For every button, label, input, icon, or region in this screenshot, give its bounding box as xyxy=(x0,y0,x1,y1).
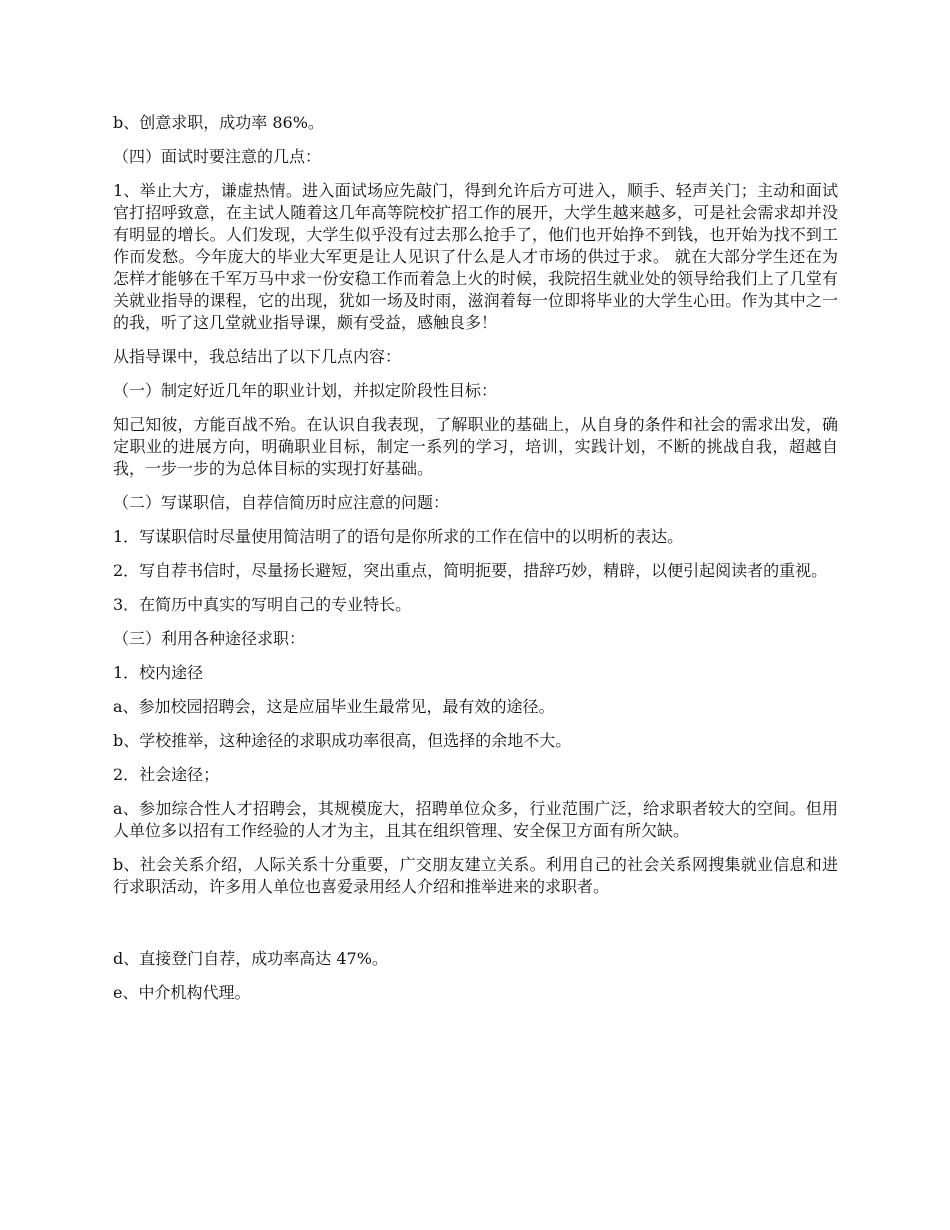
list-item: a、参加综合性人才招聘会，其规模庞大，招聘单位众多，行业范围广泛，给求职者较大的空间。但用人单位多以招有工作经验的人才为主，且其在组织管理、安全保卫方面有所欠缺。 xyxy=(113,799,838,840)
paragraph: 从指导课中，我总结出了以下几点内容： xyxy=(113,347,402,366)
section-heading: （二）写谋职信，自荐信简历时应注意的问题： xyxy=(113,493,450,512)
list-item: 1．写谋职信时尽量使用简洁明了的语句是你所求的工作在信中的以明析的表达。 xyxy=(113,527,684,546)
section-heading: （四）面试时要注意的几点： xyxy=(113,147,322,166)
list-item: a、参加校园招聘会，这是应届毕业生最常见，最有效的途径。 xyxy=(113,697,555,716)
document-body xyxy=(113,112,838,1016)
list-item: e、中介机构代理。 xyxy=(113,983,251,1002)
list-item: d、直接登门自荐，成功率高达 47%。 xyxy=(113,949,388,968)
list-item: 1．校内途径 xyxy=(113,663,204,682)
list-item: 3．在简历中真实的写明自己的专业特长。 xyxy=(113,595,412,614)
list-item: b、学校推举，这种途径的求职成功率很高，但选择的余地不大。 xyxy=(113,731,572,750)
list-item: 2．写自荐书信时，尽量扬长避短，突出重点，简明扼要，措辞巧妙，精辟，以便引起阅读者的重视。 xyxy=(113,561,828,580)
paragraph: b、创意求职，成功率 86%。 xyxy=(113,113,324,132)
paragraph: 1、举止大方，谦虚热情。进入面试场应先敲门，得到允许后方可进入，顺手、轻声关门；主动和面试官打招呼致意，在主试人随着这几年高等院校扩招工作的展开，大学生越来越多，可是社会需求却并没有明显的增长。人们发现，大学生似乎没有过去那么抢手了，他们也开始挣不到钱，也开始为找不到工作而发愁。今年庞大的毕业大军更是让人见识了什么是人才市场的供过于求。 就在大部分学生还在为怎样才能够在千军万马中求一份安稳工作而着急上火的时候，我院招生就业处的领导给我们上了几堂有关就业指导的课程，它的出现，犹如一场及时雨，滋润着每一位即将毕业的大学生心田。作为其中之一的我，听了这几堂就业指导课，颇有受益，感触良多！ xyxy=(113,181,838,332)
list-item: b、社会关系介绍，人际关系十分重要，广交朋友建立关系。利用自己的社会关系网搜集就业信息和进行求职活动，许多用人单位也喜爱录用经人介绍和推举进来的求职者。 xyxy=(113,855,838,896)
spacer xyxy=(113,910,838,948)
section-heading: （一）制定好近几年的职业计划，并拟定阶段性目标： xyxy=(113,381,498,400)
paragraph: 知己知彼，方能百战不殆。在认识自我表现，了解职业的基础上，从自身的条件和社会的需求出发，确定职业的进展方向，明确职业目标，制定一系列的学习，培训，实践计划，不断的挑战自我，超越自我，一步一步的为总体目标的实现打好基础。 xyxy=(113,415,838,478)
section-heading: （三）利用各种途径求职： xyxy=(113,629,306,648)
list-item: 2．社会途径； xyxy=(113,765,220,784)
